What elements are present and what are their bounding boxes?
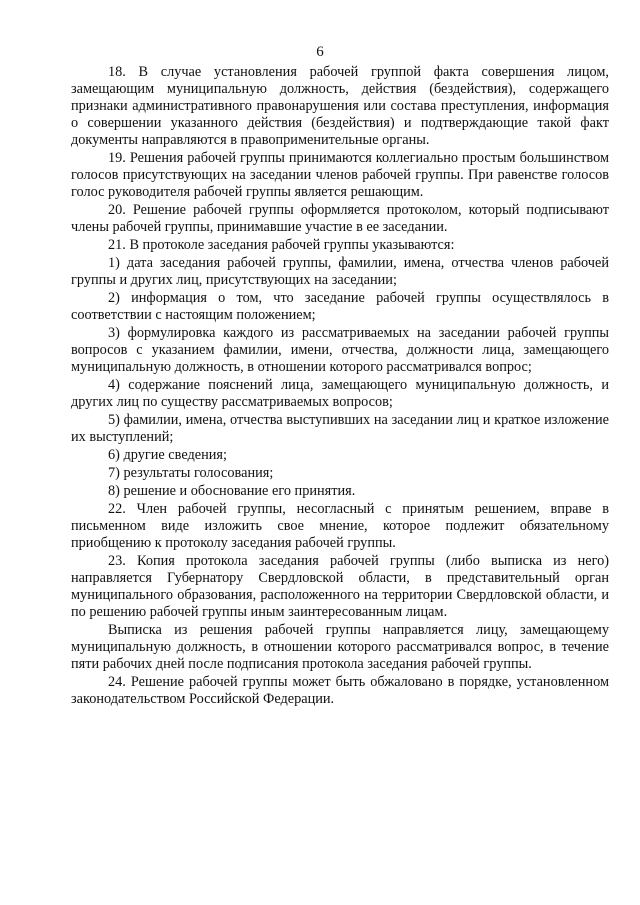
list-item-8: 8) решение и обоснование его принятия. <box>108 483 356 499</box>
document-body <box>71 64 609 708</box>
list-item-1: 1) дата заседания рабочей группы, фамилии, имена, отчества членов рабочей группы и других лиц, присутствующих на заседании; <box>71 255 609 288</box>
paragraph-24: 24. Решение рабочей группы может быть обжаловано в порядке, установленном законодательством Российской Федерации. <box>71 674 609 707</box>
paragraph-23: 23. Копия протокола заседания рабочей группы (либо выписка из него) направляется Губернатору Свердловской области, в представительный орган муниципального образования, расположенного на территории Свердловской области, и по решению рабочей группы иным заинтересованным лицам. <box>71 553 609 620</box>
paragraph-23-extract: Выписка из решения рабочей группы направляется лицу, замещающему муниципальную должность, в отношении которого рассматривался вопрос, в течение пяти рабочих дней после подписания протокола заседания рабочей группы. <box>71 622 609 672</box>
paragraph-19: 19. Решения рабочей группы принимаются коллегиально простым большинством голосов присутствующих на заседании членов рабочей группы. При равенстве голосов голос руководителя рабочей группы является решающим. <box>71 150 609 200</box>
paragraph-18: 18. В случае установления рабочей группой факта совершения лицом, замещающим муниципальную должность, действия (бездействия), содержащего признаки административного правонарушения или состава преступления, информация о совершении указанного действия (бездействия) и подтверждающие такой факт документы направляются в правоприменительные органы. <box>71 64 609 148</box>
paragraph-21: 21. В протоколе заседания рабочей группы указываются: <box>108 237 455 253</box>
list-item-4: 4) содержание пояснений лица, замещающего муниципальную должность, и других лиц по существу рассматриваемых вопросов; <box>71 377 609 410</box>
list-item-3: 3) формулировка каждого из рассматриваемых на заседании рабочей группы вопросов с указанием фамилии, имени, отчества, должности лица, замещающего муниципальную должность, в отношении которого рассматривался вопрос; <box>71 325 609 375</box>
list-item-2: 2) информация о том, что заседание рабочей группы осуществлялось в соответствии с настоящим положением; <box>71 290 609 323</box>
list-item-6: 6) другие сведения; <box>108 447 227 463</box>
paragraph-20: 20. Решение рабочей группы оформляется протоколом, который подписывают члены рабочей группы, принимавшие участие в ее заседании. <box>71 202 609 235</box>
list-item-5: 5) фамилии, имена, отчества выступивших на заседании лиц и краткое изложение их выступлений; <box>71 412 609 445</box>
paragraph-22: 22. Член рабочей группы, несогласный с принятым решением, вправе в письменном виде изложить свое мнение, которое подлежит обязательному приобщению к протоколу заседания рабочей группы. <box>71 501 609 551</box>
page-number: 6 <box>316 44 324 60</box>
list-item-7: 7) результаты голосования; <box>108 465 274 481</box>
